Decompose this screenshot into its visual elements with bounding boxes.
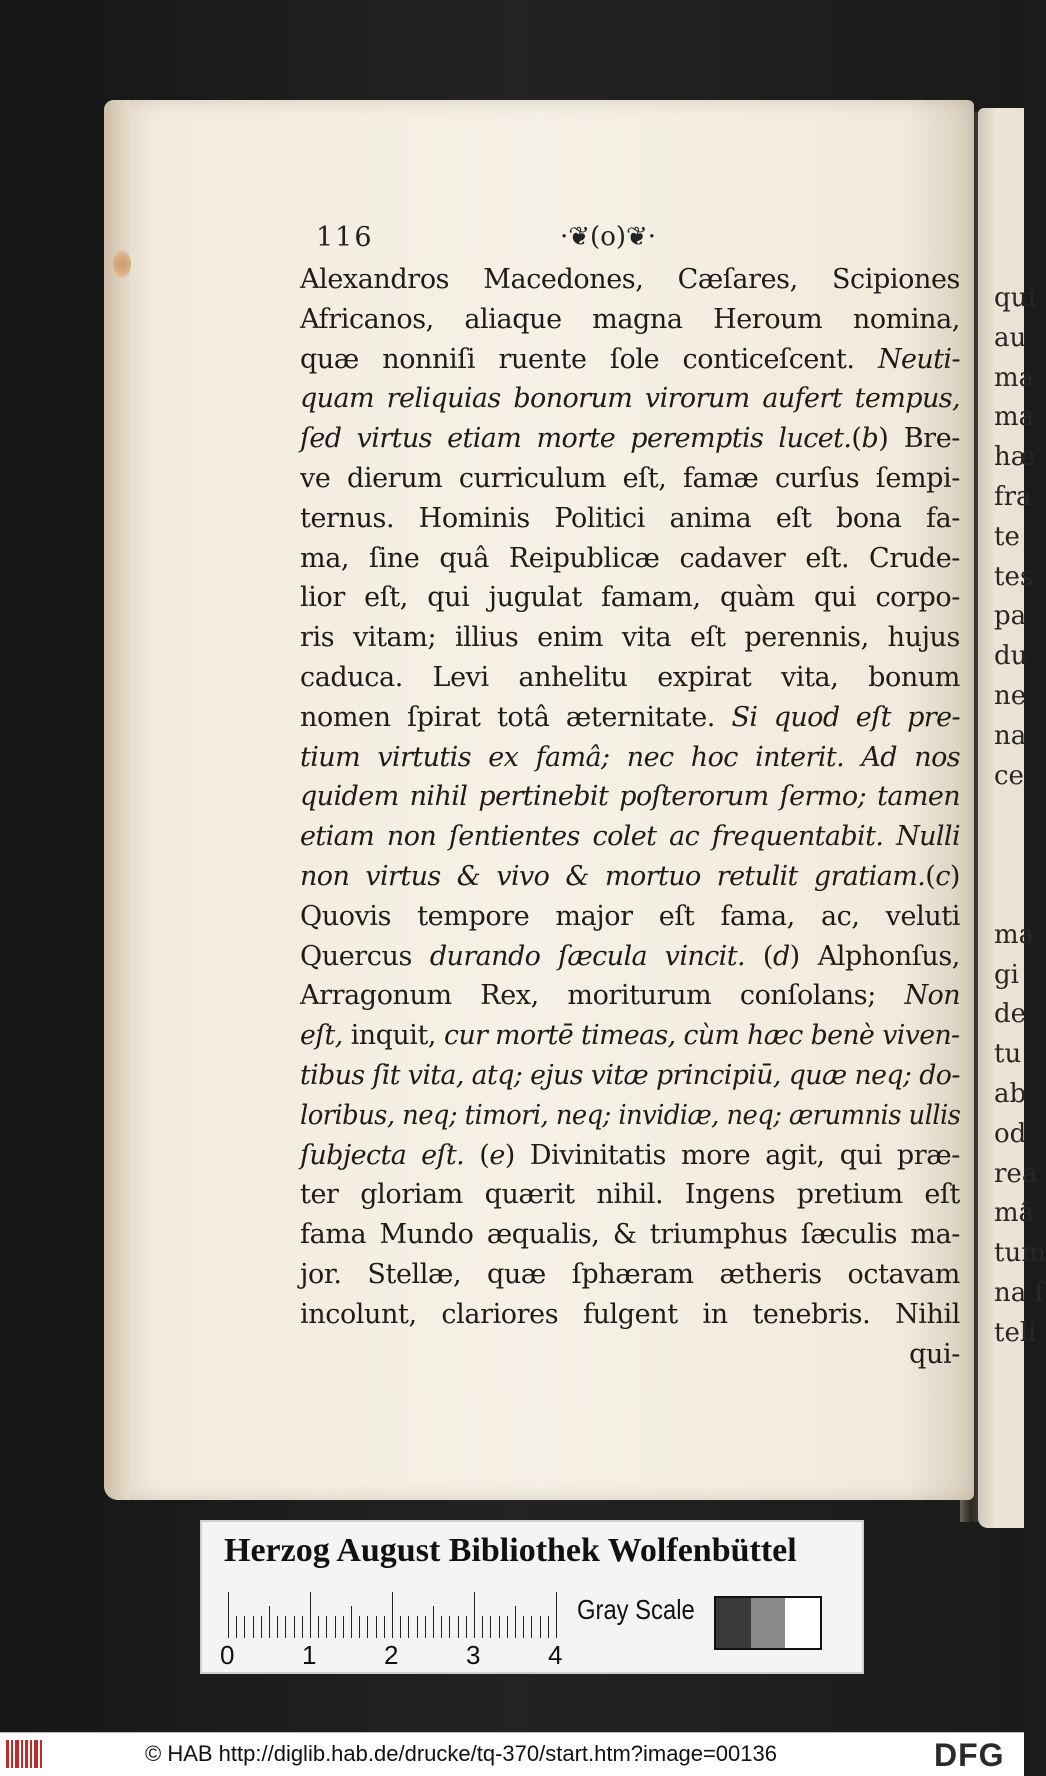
roman-text: lior eſt, qui jugulat famam, quàm qui corpo- (300, 582, 960, 614)
text-line (300, 658, 960, 698)
text-line (300, 499, 960, 539)
ruler-tick (458, 1616, 459, 1638)
next-page-edge (978, 108, 1046, 1528)
ruler-number: 2 (384, 1640, 399, 1670)
italic-text: quam reliquias bonorum virorum aufert tempus, (300, 383, 960, 415)
ruler-tick (507, 1616, 508, 1638)
ruler-tick (343, 1616, 344, 1638)
ruler-tick (523, 1616, 524, 1638)
copyright-url-text[interactable]: © HAB http://diglib.hab.de/drucke/tq-370/start.htm?image=00136 (145, 1741, 777, 1766)
ruler-tick (285, 1616, 286, 1638)
gray-scale-label: Gray Scale (577, 1594, 695, 1625)
ruler-tick (499, 1616, 500, 1638)
barcode-icon (6, 1740, 46, 1768)
ruler-tick (269, 1606, 270, 1638)
roman-text: Quercus (300, 940, 430, 972)
text-line (300, 1096, 961, 1136)
paper-stain (113, 250, 131, 278)
italic-text: b (861, 423, 879, 455)
next-page-fragment: na (994, 720, 1027, 751)
roman-text: incolunt, clariores fulgent in tenebris. Nihil (300, 1298, 960, 1330)
roman-text: jor. Stellæ, quæ ſphæram ætheris octavam (300, 1258, 960, 1290)
ruler-tick (310, 1592, 311, 1638)
next-page-fragment: od (994, 1118, 1027, 1149)
roman-text: Africanos, aliaque magna Heroum nomina, (300, 303, 960, 335)
ruler-number: 0 (220, 1640, 235, 1670)
ruler-tick (228, 1592, 229, 1638)
text-line (300, 618, 960, 658)
next-page-fragment: ma (994, 362, 1035, 393)
ruler-tick (326, 1616, 327, 1638)
next-page-fragment: na f (994, 1278, 1045, 1308)
italic-text: durando ſæcula vincit. (429, 940, 745, 972)
ruler-tick (425, 1616, 426, 1638)
roman-text: ( (851, 423, 862, 455)
italic-text: d (772, 940, 790, 972)
ruler-tick (417, 1616, 418, 1638)
ruler-tick (466, 1616, 467, 1638)
text-line (300, 857, 960, 897)
next-page-fragment: fra (994, 482, 1032, 512)
gray-scale-swatches (714, 1596, 822, 1650)
next-page-fragment: du (994, 641, 1028, 672)
italic-text: etiam non ſentientes colet ac frequentabit. Nulli (300, 821, 960, 853)
italic-text: eſt, (300, 1020, 343, 1052)
ruler-tick (376, 1616, 377, 1638)
italic-text: Neuti- (877, 343, 960, 375)
card-title: Herzog August Bibliothek Wolfenbüttel (224, 1532, 797, 1569)
roman-text: qui- (909, 1338, 960, 1370)
roman-text: ve dierum curriculum eſt, famæ curſus ſempi- (300, 462, 960, 494)
ruler-number: 4 (548, 1640, 563, 1670)
color-calibration-card (200, 1520, 864, 1674)
roman-text: Quovis tempore major eſt fama, ac, veluti (300, 900, 960, 932)
ruler-tick (540, 1616, 541, 1638)
text-line (300, 300, 960, 340)
text-line (300, 1016, 960, 1056)
ruler-tick (244, 1616, 245, 1638)
roman-text: ) Alphonſus, (789, 940, 960, 972)
text-line (300, 1215, 960, 1255)
running-head-ornament: ·❦(o)❦· (560, 222, 657, 252)
next-page-fragment: pa (994, 601, 1027, 632)
roman-text: ) Bre- (878, 423, 960, 455)
ruler-tick (318, 1616, 319, 1638)
ruler-number: 3 (466, 1640, 481, 1670)
next-page-fragment: de (994, 999, 1027, 1030)
gray-swatch (785, 1598, 820, 1648)
roman-text: Alexandros Macedones, Cæſares, Scipiones (300, 264, 960, 295)
text-line (300, 1295, 960, 1335)
ruler-tick (449, 1616, 450, 1638)
next-page-fragment: au (994, 322, 1027, 353)
italic-text: loribus, neq; timori, neq; invidiæ, neq; ærumnis ullis (300, 1099, 961, 1131)
roman-text: quæ nonniſi ruente ſole conticeſcent. (300, 343, 878, 375)
italic-text: Si quod eſt pre- (731, 701, 961, 733)
ruler-tick (474, 1592, 475, 1638)
ruler-tick (408, 1616, 409, 1638)
ruler-tick (359, 1616, 360, 1638)
ruler-tick (253, 1616, 254, 1638)
ruler-tick (441, 1616, 442, 1638)
roman-text: Arragonum Rex, moriturum conſolans; (300, 980, 905, 1012)
text-line (300, 698, 960, 738)
next-page-fragment: tu (994, 1039, 1022, 1070)
gray-swatch (751, 1598, 786, 1648)
page-left-edge (104, 100, 130, 1500)
roman-text: caduca. Levi anhelitu expirat vita, bonum (300, 661, 960, 693)
roman-text: ( (925, 860, 936, 892)
text-line (300, 1056, 960, 1096)
text-line (300, 976, 960, 1016)
text-line (300, 340, 960, 380)
text-line (300, 459, 960, 499)
next-page-fragment: ma (994, 919, 1035, 950)
text-line (300, 1335, 960, 1375)
roman-text: ris vitam; illius enim vita eſt perennis, hujus (300, 622, 960, 654)
ruler-tick (302, 1616, 303, 1638)
gray-swatch (716, 1598, 751, 1648)
roman-text: ) Divinitatis more agit, qui præ- (504, 1139, 960, 1171)
viewer-footer (0, 1732, 1024, 1776)
text-line (300, 738, 960, 778)
roman-text: ( (464, 1139, 490, 1171)
italic-text: tium virtutis ex famâ; nec hoc interit. Ad nos (300, 741, 960, 773)
ruler-number: 1 (302, 1640, 317, 1670)
text-line (300, 897, 960, 937)
ruler-tick (367, 1616, 368, 1638)
ruler-tick (392, 1592, 393, 1638)
ruler-tick (531, 1616, 532, 1638)
roman-text: ternus. Hominis Politici anima eſt bona fa- (300, 502, 960, 534)
italic-text: cur mortē timeas, cùm hæc benè viven- (444, 1020, 960, 1052)
page-text-block (300, 260, 960, 1374)
text-line (300, 539, 960, 579)
text-line (300, 1136, 960, 1176)
next-page-fragment: tes (994, 561, 1034, 592)
roman-text: ter gloriam quærit nihil. Ingens pretium eſt (300, 1179, 960, 1211)
ruler-tick (277, 1616, 278, 1638)
roman-text: ( (744, 940, 773, 972)
ruler-tick (236, 1616, 237, 1638)
next-page-fragment: mâ (994, 1198, 1035, 1229)
ruler-tick (433, 1606, 434, 1638)
dfg-logo: DFG (934, 1737, 1005, 1773)
next-page-fragment: ma (994, 402, 1035, 433)
next-page-fragment: ne (994, 681, 1027, 711)
next-page-fragment: ab (994, 1079, 1027, 1109)
roman-text: inquit, (342, 1020, 445, 1052)
text-line (300, 379, 960, 419)
text-line (300, 777, 960, 817)
italic-text: c (935, 860, 950, 892)
next-page-fragment: ce (994, 760, 1024, 791)
roman-text: nomen ſpirat totâ æternitate. (300, 701, 732, 733)
italic-text: tibus ſit vita, atq; ejus vitæ principiū, quæ neq; do- (300, 1059, 960, 1091)
next-page-fragment: hæ (994, 442, 1036, 473)
text-line (300, 1175, 960, 1215)
text-line (300, 260, 960, 300)
text-line (300, 937, 960, 977)
ruler-tick (515, 1606, 516, 1638)
next-page-fragment: qui (994, 283, 1036, 313)
ruler-tick (351, 1606, 352, 1638)
ruler-tick (482, 1616, 483, 1638)
next-page-fragment: rea (994, 1158, 1038, 1189)
text-line (300, 578, 960, 618)
next-page-fragment: gi (994, 959, 1019, 990)
ruler-tick (261, 1616, 262, 1638)
roman-text: ma, ſine quâ Reipublicæ cadaver eſt. Crude- (300, 542, 960, 574)
ruler-tick (294, 1616, 295, 1638)
italic-text: quidem nihil pertinebit poſterorum ſermo; tamen (300, 781, 960, 813)
ruler-tick (548, 1616, 549, 1638)
ruler-tick (335, 1616, 336, 1638)
next-page-fragment: te (994, 521, 1020, 552)
roman-text: ) (949, 860, 960, 892)
italic-text: ſubjecta eſt. (300, 1139, 465, 1171)
ruler-scale (228, 1592, 558, 1638)
ruler-tick (384, 1616, 385, 1638)
roman-text: fama Mundo æqualis, & triumphus ſæculis ma- (300, 1219, 960, 1251)
page-number: 116 (316, 222, 374, 253)
ruler-tick (400, 1616, 401, 1638)
text-line (300, 1255, 960, 1295)
next-page-fragment: tum (994, 1238, 1046, 1269)
ruler-tick (556, 1592, 557, 1638)
italic-text: non virtus & vivo & mortuo retulit gratiam. (300, 860, 926, 892)
italic-text: ſed virtus etiam morte peremptis lucet. (300, 423, 852, 455)
text-line (300, 817, 960, 857)
ruler-tick (490, 1616, 491, 1638)
italic-text: Non (904, 980, 960, 1012)
next-page-fragment: teli (994, 1317, 1037, 1348)
italic-text: e (489, 1139, 505, 1171)
text-line (300, 419, 960, 459)
